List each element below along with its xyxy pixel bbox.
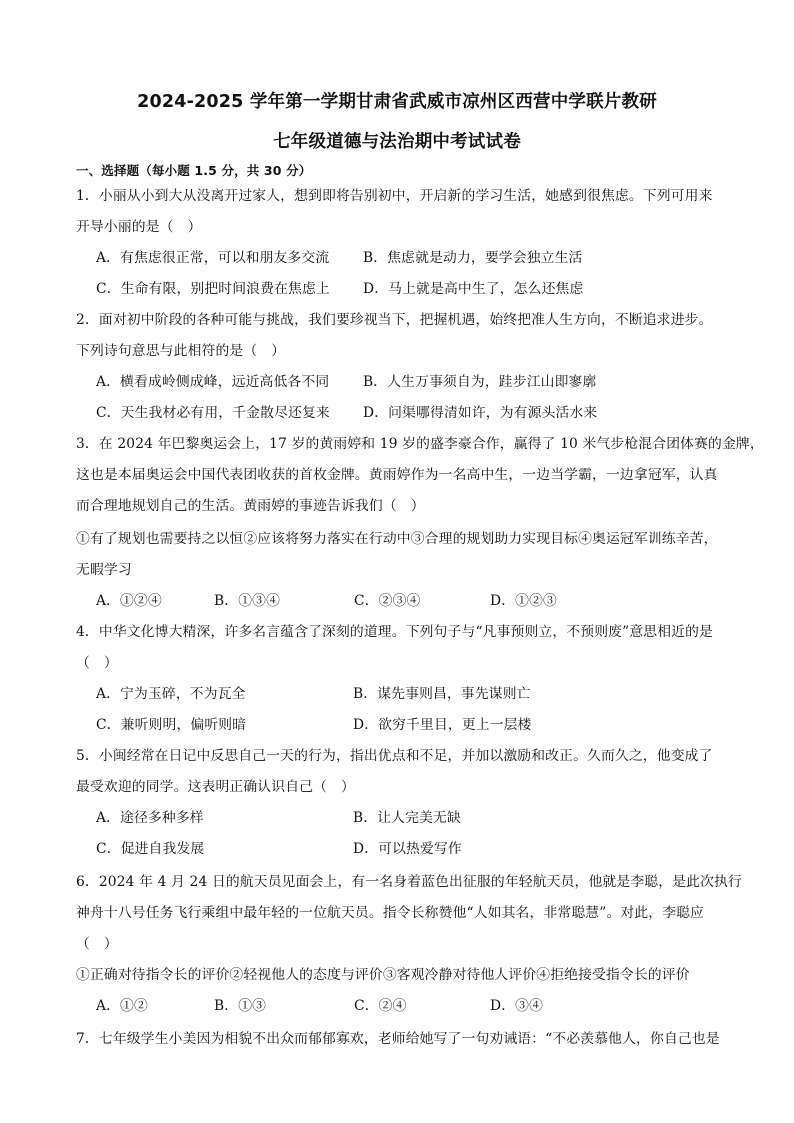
q1-option-a: A．有焦虑很正常，可以和朋友多交流 <box>96 250 330 266</box>
q3-statements-line1: ①有了规划也需要持之以恒②应该将努力落实在行动中③合理的规划助力实现目标④奥运冠军训练辛苦， <box>76 531 718 547</box>
q2-option-d: D．问渠哪得清如许，为有源头活水来 <box>363 405 598 421</box>
q5-option-a: A．途径多种多样 <box>96 810 204 826</box>
q5-option-b: B．让人完美无缺 <box>353 810 461 826</box>
q3-stem-line3: 而合理地规划自己的生活。黄雨婷的事迹告诉我们（ ） <box>76 498 425 514</box>
section-heading: 一、选择题（每小题 1.5 分，共 30 分） <box>76 163 312 178</box>
q4-option-a: A．宁为玉碎，不为瓦全 <box>96 686 246 702</box>
q3-option-b: B．①③④ <box>214 593 281 609</box>
exam-title-line1: 2024-2025 学年第一学期甘肃省武威市凉州区西营中学联片教研 <box>137 92 657 112</box>
q4-option-c: C．兼听则明，偏听则暗 <box>96 717 247 733</box>
q7-stem-line1: 7．七年级学生小美因为相貌不出众而郁郁寡欢，老师给她写了一句劝诫语：“不必羡慕他人，你自己也是 <box>76 1031 720 1047</box>
q3-statements-line2: 无暇学习 <box>76 562 132 578</box>
q2-stem-line2: 下列诗句意思与此相符的是（ ） <box>76 343 286 359</box>
q6-stem-line2: 神舟十八号任务飞行乘组中最年轻的一位航天员。指令长称赞他“人如其名，非常聪慧”。对此，李聪应 <box>76 905 705 921</box>
q1-stem-line2: 开导小丽的是（ ） <box>76 219 202 235</box>
q1-option-d: D．马上就是高中生了，怎么还焦虑 <box>363 281 584 297</box>
q1-option-b: B．焦虑就是动力，要学会独立生活 <box>363 250 583 266</box>
q3-stem-line1: 3．在 2024 年巴黎奥运会上，17 岁的黄雨婷和 19 岁的盛李豪合作，赢得了 10 米气步枪混合团体赛的金牌， <box>76 436 764 452</box>
q6-option-d: D．③④ <box>490 998 544 1014</box>
exam-title-line2: 七年级道德与法治期中考试试卷 <box>273 132 521 152</box>
q3-option-d: D．①②③ <box>490 593 557 609</box>
q5-stem-line1: 5．小闽经常在日记中反思自己一天的行为，指出优点和不足，并加以激励和改正。久而久之，他变成了 <box>76 748 713 764</box>
q3-stem-line2: 这也是本届奥运会中国代表团收获的首枚金牌。黄雨婷作为一名高中生，一边当学霸，一边拿冠军，认真 <box>76 467 718 483</box>
q4-option-d: D．欲穷千里目，更上一层楼 <box>353 717 532 733</box>
q6-option-a: A．①② <box>96 998 148 1014</box>
q2-stem-line1: 2．面对初中阶段的各种可能与挑战，我们要珍视当下，把握机遇，始终把准人生方向，不断追求进步。 <box>76 312 713 328</box>
q6-stem-line1: 6．2024 年 4 月 24 日的航天员见面会上，有一名身着蓝色出征服的年轻航天员，他就是李聪，是此次执行 <box>76 874 742 890</box>
q5-option-c: C．促进自我发展 <box>96 841 205 857</box>
q5-stem-line2: 最受欢迎的同学。这表明正确认识自己（ ） <box>76 779 355 795</box>
q4-stem-line1: 4．中华文化博大精深，许多名言蕴含了深刻的道理。下列句子与“凡事预则立，不预则废”意思相近的是 <box>76 624 713 640</box>
q6-option-c: C．②④ <box>354 998 407 1014</box>
q4-stem-line2: （ ） <box>76 655 118 671</box>
q2-option-a: A．横看成岭侧成峰，远近高低各不同 <box>96 374 330 390</box>
q1-stem-line1: 1．小丽从小到大从没离开过家人，想到即将告别初中，开启新的学习生活，她感到很焦虑。下列可用来 <box>76 188 713 204</box>
q4-option-b: B．谋先事则昌，事先谋则亡 <box>353 686 531 702</box>
q6-stem-line3: （ ） <box>76 936 118 952</box>
q2-option-c: C．天生我材必有用，千金散尽还复来 <box>96 405 330 421</box>
q3-option-a: A．①②④ <box>96 593 162 609</box>
q5-option-d: D．可以热爱写作 <box>353 841 462 857</box>
q3-option-c: C．②③④ <box>354 593 421 609</box>
q2-option-b: B．人生万事须自为，跬步江山即寥廓 <box>363 374 597 390</box>
q6-statements: ①正确对待指令长的评价②轻视他人的态度与评价③客观冷静对待他人评价④拒绝接受指令长的评价 <box>76 967 690 983</box>
q6-option-b: B．①③ <box>214 998 267 1014</box>
q1-option-c: C．生命有限，别把时间浪费在焦虑上 <box>96 281 330 297</box>
